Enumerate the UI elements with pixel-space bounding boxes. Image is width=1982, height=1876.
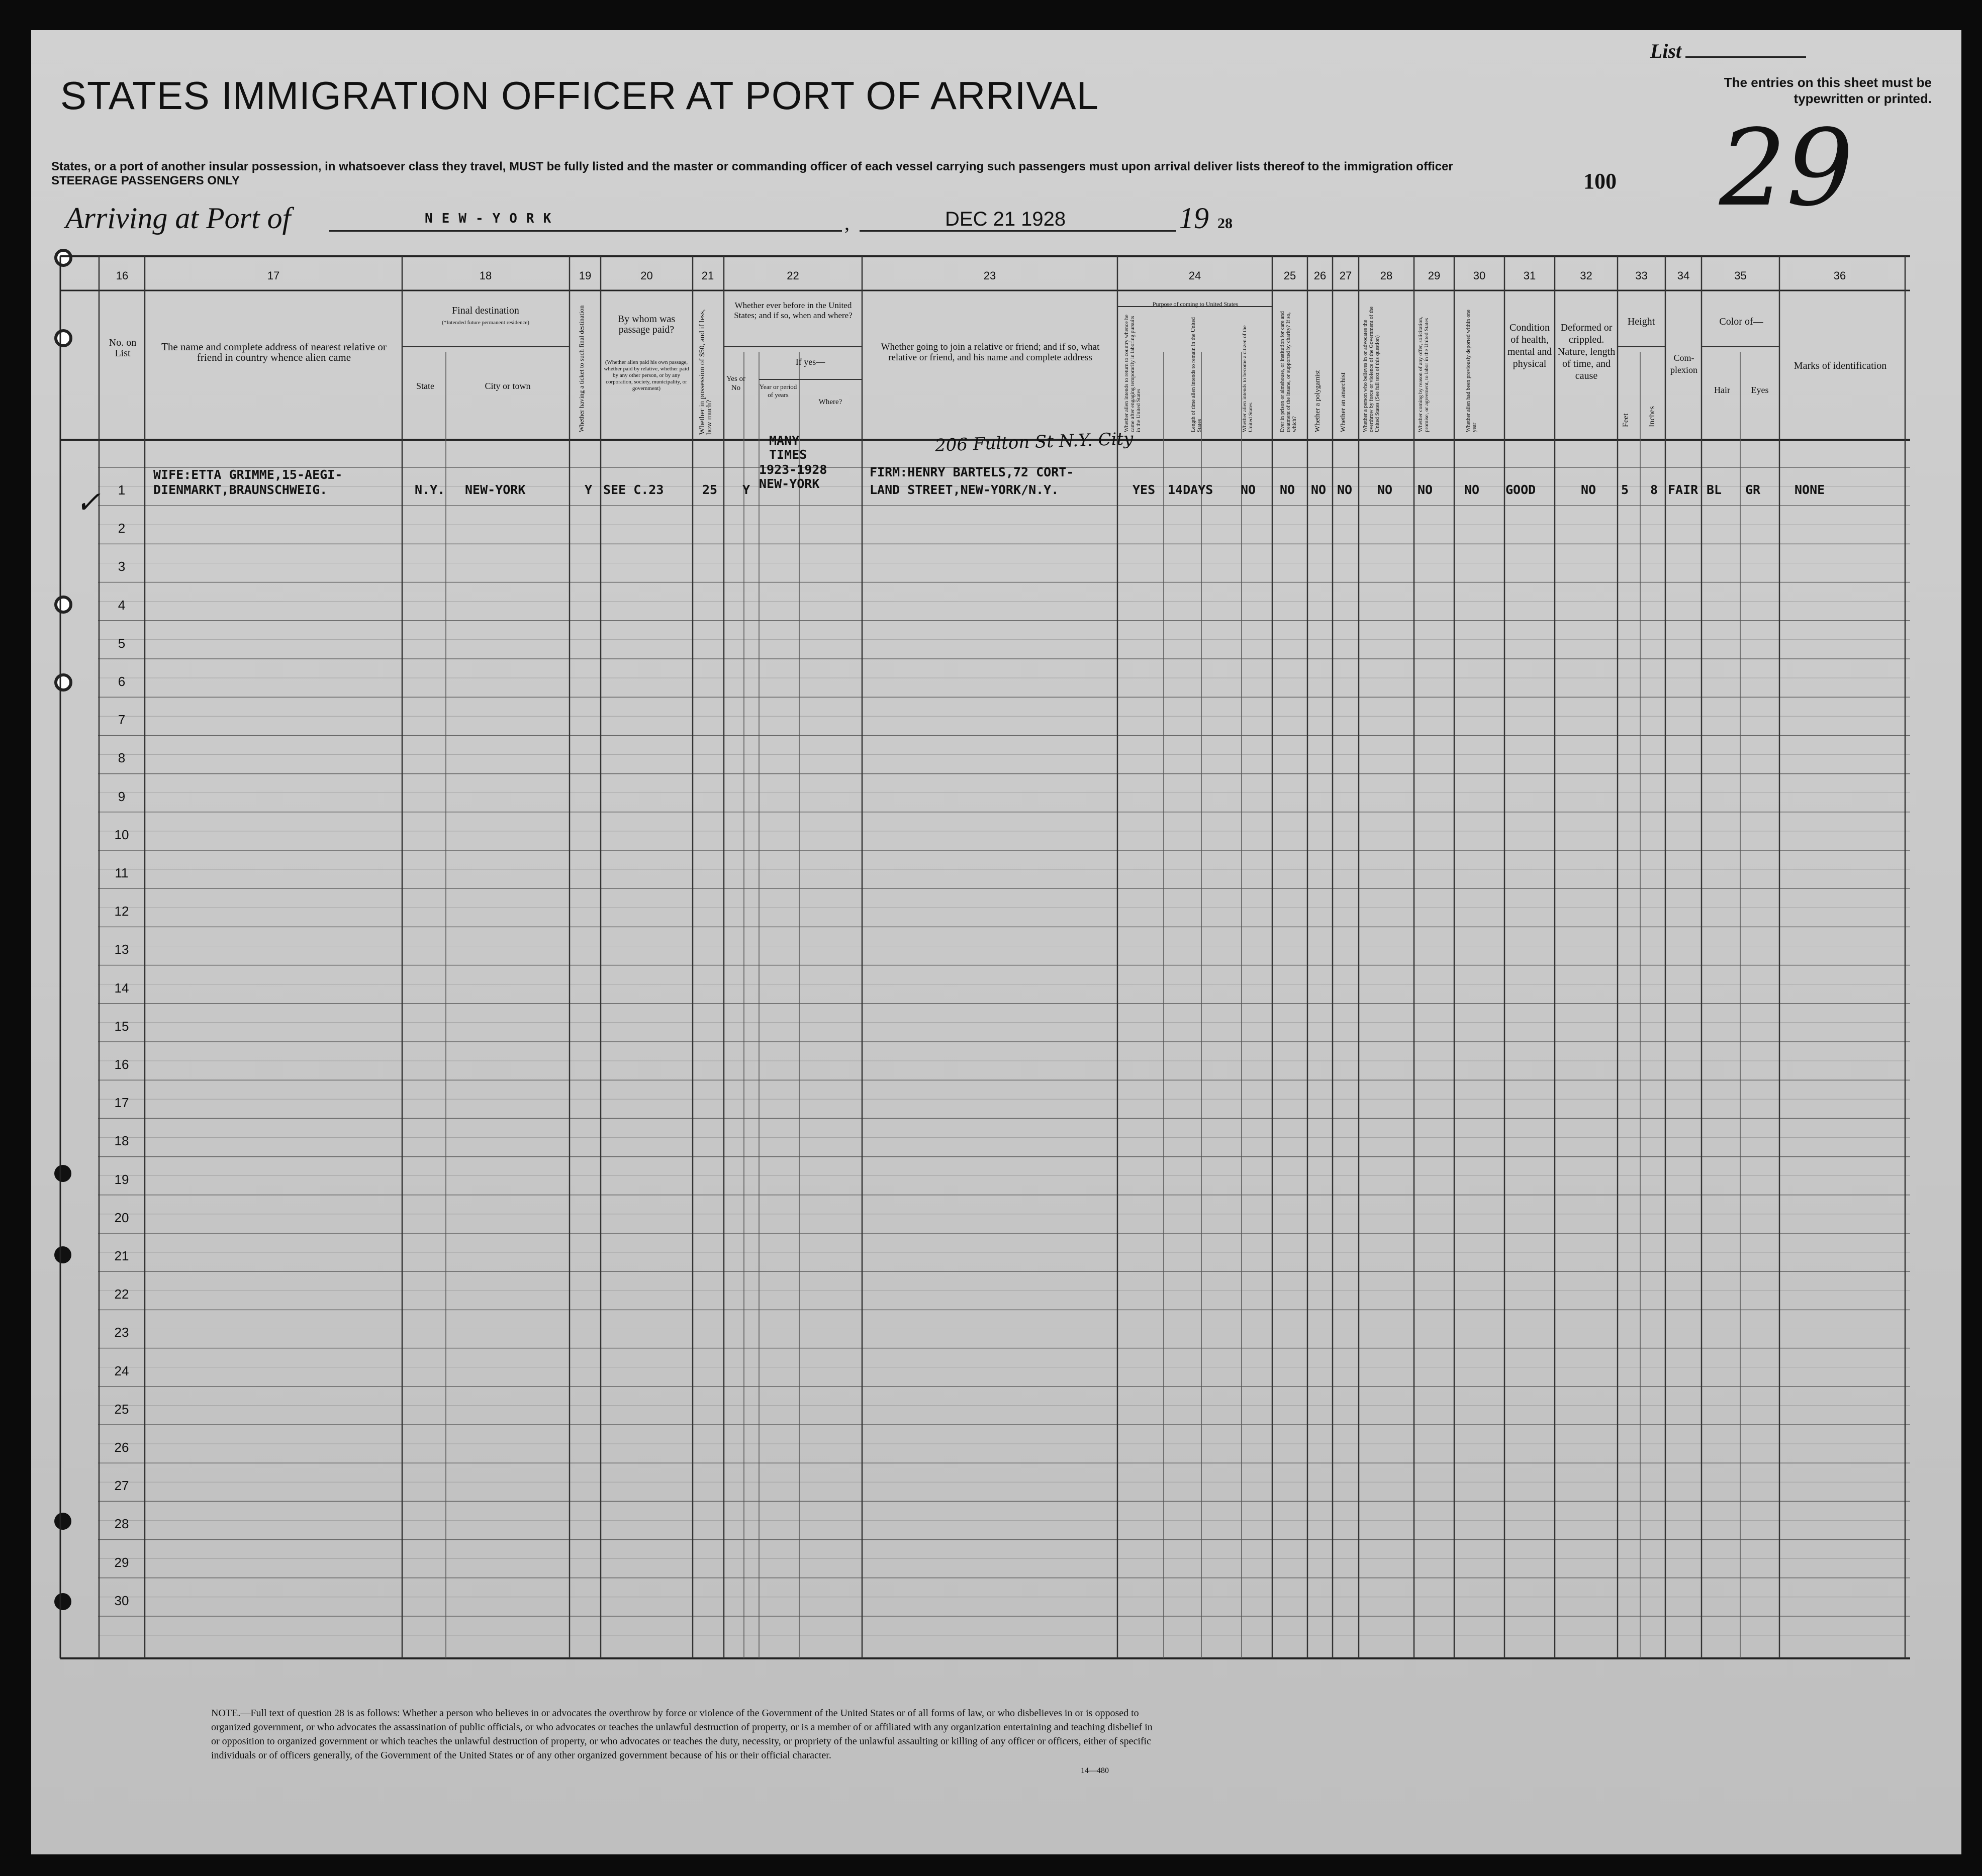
entry-times-line1: MANY xyxy=(769,433,800,448)
entry-eyes: GR xyxy=(1745,482,1761,497)
row-number: 11 xyxy=(115,865,129,880)
col-num-36: 36 xyxy=(1833,269,1846,282)
header-eyes: Eyes xyxy=(1751,385,1769,395)
header-period: Year or period of years xyxy=(759,383,797,399)
header-final-destination: Final destination xyxy=(452,305,519,316)
header-labor: Whether coming by reason of any offer, solicitation, promise, or agreement, to labor in the United States xyxy=(1418,317,1430,432)
col-num-18: 18 xyxy=(479,269,492,282)
entry-join-handwritten: 206 Fulton St N.Y. City xyxy=(934,429,1134,456)
row-number: 6 xyxy=(118,674,126,689)
question-28-note: NOTE.—Full text of question 28 is as follows: Whether a person who believes in or advocates the overthrow by force or violence of the Government of the United States or of all forms of law, or who disbelieves in or is opposed to organized government, or who advocates the assassination of public officials, or who advocates or teaches the unlawful destruction of property, or is a member of or affiliated with any organization entertaining and teaching disbelief in or opposition to organized government or which teaches the unlawful destruction of property, or who advocates or teaches the duty, necessity, or propriety of the unlawful assaulting or killing of any officer or officers, either of specific individuals or of officers generally, of the Government of the United States or of any other organized government because of his or their official character. xyxy=(211,1708,1153,1761)
row-number: 10 xyxy=(114,827,129,842)
row-number: 5 xyxy=(118,635,126,651)
entry-health: GOOD xyxy=(1505,482,1536,497)
header-length: Length of time alien intends to remain in the United States xyxy=(1190,317,1202,432)
header-subline-steerage: STEERAGE PASSENGERS ONLY xyxy=(51,174,240,187)
entry-hair: BL xyxy=(1707,482,1722,497)
entry-relative-line1: WIFE:ETTA GRIMME,15-AEGI- xyxy=(153,467,343,482)
header-passage-sub: (Whether alien paid his own passage, whether paid by relative, whether paid by any other person, or by any corporation, society, municipality, or government) xyxy=(604,359,689,391)
entry-join-line1: FIRM:HENRY BARTELS,72 CORT- xyxy=(870,465,1074,479)
row-number: 15 xyxy=(114,1018,129,1034)
col-num-28: 28 xyxy=(1380,269,1393,282)
row-number: 4 xyxy=(118,597,126,613)
header-color-of: Color of— xyxy=(1719,316,1763,327)
entry-where: NEW-YORK xyxy=(759,476,820,491)
row-number: 13 xyxy=(114,942,129,957)
comma: , xyxy=(844,212,850,234)
entry-return: YES xyxy=(1132,482,1156,497)
col-num-16: 16 xyxy=(116,269,129,282)
header-return: Whether alien intends to return to country whence he came after engaging temporarily in laboring pursuits in the United States xyxy=(1123,315,1142,432)
col-num-35: 35 xyxy=(1734,269,1747,282)
sheet-number: 29 xyxy=(1719,107,1854,230)
header-health: Condition of health, mental and physical xyxy=(1507,322,1552,369)
entry-inches: 8 xyxy=(1650,482,1658,497)
entry-join-line2: LAND STREET,NEW-YORK/N.Y. xyxy=(870,482,1059,497)
header-state: State xyxy=(416,381,434,391)
list-count: 100 xyxy=(1583,169,1617,193)
entry-anarchist: NO xyxy=(1337,482,1353,497)
header-marks: Marks of identification xyxy=(1794,360,1887,371)
col-num-26: 26 xyxy=(1313,269,1327,282)
year-prefix: 19 xyxy=(1179,202,1209,235)
row-number: 20 xyxy=(114,1210,129,1225)
col-num-23: 23 xyxy=(983,269,996,282)
row-number: 1 xyxy=(118,482,126,498)
row-number: 19 xyxy=(114,1171,129,1187)
header-relative: The name and complete address of nearest relative or friend in country whence alien came xyxy=(161,341,387,363)
entry-state: N.Y. xyxy=(415,482,445,497)
row-number: 12 xyxy=(114,904,129,919)
row-number: 26 xyxy=(114,1440,129,1455)
row-number: 24 xyxy=(114,1363,129,1378)
row-number: 23 xyxy=(114,1325,129,1340)
entries-note: The entries on this sheet must be typewritten or printed. xyxy=(1724,75,1932,106)
header-deformed: Deformed or crippled. Nature, length of time, and cause xyxy=(1557,322,1616,381)
entry-before: Y xyxy=(742,482,750,497)
entry-city: NEW-YORK xyxy=(465,482,526,497)
col-num-34: 34 xyxy=(1677,269,1690,282)
header-if-yes: If yes— xyxy=(795,357,825,367)
header-polygamist: Whether a polygamist xyxy=(1314,370,1322,432)
col-num-30: 30 xyxy=(1473,269,1486,282)
row-number: 18 xyxy=(114,1133,129,1149)
entry-overthrow: NO xyxy=(1377,482,1393,497)
entry-money: 25 xyxy=(702,482,718,497)
entry-prison: NO xyxy=(1280,482,1295,497)
header-purpose: Purpose of coming to United States xyxy=(1152,301,1239,308)
row-number: 30 xyxy=(114,1593,129,1608)
header-before-in-us: Whether ever before in the United States; and if so, when and where? xyxy=(734,301,853,320)
entry-deformed: NO xyxy=(1581,482,1596,497)
entry-ticket: Y xyxy=(585,482,593,497)
header-no-on-list: No. on List xyxy=(109,337,137,359)
header-hair: Hair xyxy=(1714,385,1730,395)
col-num-22: 22 xyxy=(787,269,799,282)
header-passage: By whom was passage paid? xyxy=(617,314,676,335)
entry-marks: NONE xyxy=(1795,482,1825,497)
row-number: 29 xyxy=(114,1554,129,1570)
list-label: List xyxy=(1650,39,1806,63)
header-fifty-dollars: Whether in possession of $50, and if less, how much? xyxy=(698,309,713,435)
col-num-31: 31 xyxy=(1523,269,1536,282)
header-inches: Inches xyxy=(1648,406,1656,427)
header-anarchist: Whether an anarchist xyxy=(1340,372,1347,432)
col-num-19: 19 xyxy=(579,269,592,282)
header-height: Height xyxy=(1627,316,1655,327)
entry-relative-line2: DIENMARKT,BRAUNSCHWEIG. xyxy=(153,482,328,497)
header-ticket: Whether having a ticket to such final destination xyxy=(578,305,585,432)
col-num-33: 33 xyxy=(1635,269,1648,282)
row-number: 21 xyxy=(114,1248,129,1263)
entry-complexion: FAIR xyxy=(1668,482,1698,497)
header-feet: Feet xyxy=(1622,413,1630,427)
header-deported: Whether alien had been previously deported within one year xyxy=(1465,309,1477,432)
entry-citizen: NO xyxy=(1241,482,1256,497)
arriving-label: Arriving at Port of xyxy=(65,202,291,235)
entry-feet: 5 xyxy=(1621,482,1629,497)
col-num-24: 24 xyxy=(1188,269,1201,282)
header-complexion: Com- plexion xyxy=(1670,353,1697,375)
entry-deported: NO xyxy=(1464,482,1480,497)
header-final-destination-sub: (*Intended future permanent residence) xyxy=(442,320,529,326)
header-citizen: Whether alien intends to become a citizen of the United States xyxy=(1242,325,1254,432)
row-number: 7 xyxy=(118,712,126,728)
entry-period: 1923-1928 xyxy=(759,462,827,477)
header-join-relative: Whether going to join a relative or friend; and if so, what relative or friend, and his name and complete address xyxy=(881,342,1100,363)
header-yes-no: Yes or No xyxy=(726,375,746,392)
row-number: 17 xyxy=(114,1095,129,1111)
header-prison: Ever in prison or almshouse, or institution for care and treatment of the insane, or supported by charity? If so, which? xyxy=(1279,311,1297,432)
entry-labor: NO xyxy=(1418,482,1433,497)
row-number: 25 xyxy=(114,1401,129,1417)
row-number: 28 xyxy=(114,1516,129,1532)
col-num-27: 27 xyxy=(1339,269,1352,282)
row-number: 22 xyxy=(114,1287,129,1302)
row-number: 8 xyxy=(118,750,126,766)
row-number: 9 xyxy=(118,788,126,804)
entry-paid-by: SEE C.23 xyxy=(603,482,664,497)
col-num-20: 20 xyxy=(640,269,653,282)
header-city: City or town xyxy=(485,381,531,391)
entry-polygamist: NO xyxy=(1311,482,1327,497)
form-code: 14—480 xyxy=(1081,1766,1109,1775)
header-where: Where? xyxy=(818,398,842,406)
row-number: 14 xyxy=(114,980,129,996)
page-title: STATES IMMIGRATION OFFICER AT PORT OF ARRIVAL xyxy=(60,73,1099,118)
col-num-17: 17 xyxy=(267,269,280,282)
year-suffix: 28 xyxy=(1217,215,1233,232)
entry-length: 14DAYS xyxy=(1168,482,1213,497)
header-overthrow: Whether a person who believes in or advocates the overthrow by force or violence of the Government of the United States (See full text of this question) xyxy=(1362,306,1380,432)
header-subline: States, or a port of another insular possession, in whatsoever class they travel, MUST be fully listed and the master or commanding officer of each vessel carrying such passengers must upon arrival deliver lists thereof to the immigration officer xyxy=(51,160,1453,173)
row-number: 27 xyxy=(114,1478,129,1494)
col-num-29: 29 xyxy=(1428,269,1441,282)
port-value: NEW-YORK xyxy=(425,211,560,226)
col-num-32: 32 xyxy=(1580,269,1592,282)
date-stamp: DEC 21 1928 xyxy=(945,208,1066,230)
checkmark-icon: ✓ xyxy=(75,485,101,520)
row-number: 16 xyxy=(114,1057,129,1072)
row-number: 3 xyxy=(118,559,126,574)
col-num-25: 25 xyxy=(1283,269,1296,282)
entry-times-line2: TIMES xyxy=(769,447,807,462)
col-num-21: 21 xyxy=(701,269,714,282)
row-number: 2 xyxy=(118,521,126,536)
